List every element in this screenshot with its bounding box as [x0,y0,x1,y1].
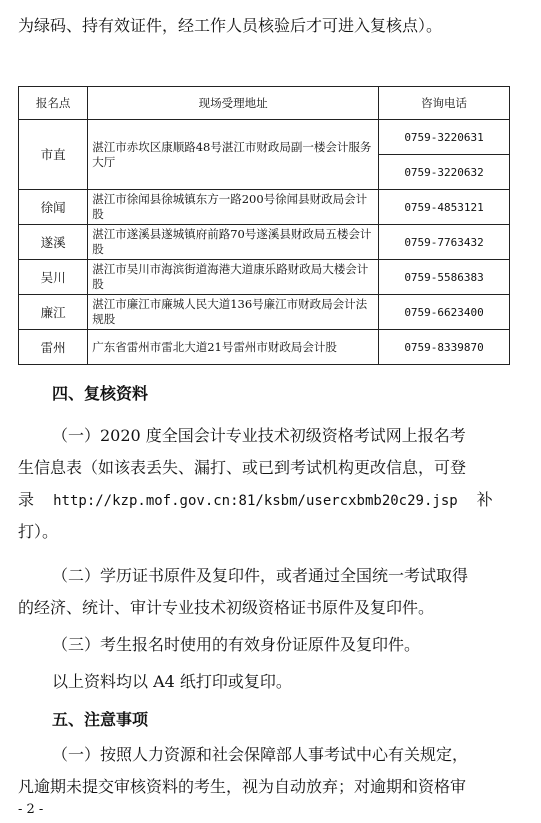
section4-p1-line3 [18,490,493,511]
section5-p1-line1: （一）按照人力资源和社会保障部人事考试中心有关规定， [52,745,469,764]
table-row [19,120,510,155]
section4-p1-line2: 生信息表（如该表丢失、漏打、或已到考试机构更改信息，可登 [18,458,467,477]
cell-address: 湛江市廉江市廉城人民大道136号廉江市财政局会计法规股 [88,295,379,330]
cell-phone: 0759-3220631 [379,120,510,155]
section4-p3: （三）考生报名时使用的有效身份证原件及复印件。 [52,635,421,654]
section4-p4: 以上资料均以 A4 纸打印或复印。 [52,672,292,691]
cell-place: 徐闻 [19,190,88,225]
cell-place: 市直 [19,120,88,190]
section4-p1-prefix: 录 [18,490,35,509]
cell-phone: 0759-8339870 [379,330,510,365]
cell-place: 雷州 [19,330,88,365]
table-row [19,295,510,330]
header-place: 报名点 [19,87,88,120]
cell-address: 湛江市徐闻县徐城镇东方一路200号徐闻县财政局会计股 [88,190,379,225]
section4-p1-suffix: 补 [476,490,493,509]
cell-address: 湛江市吴川市海滨街道海港大道康乐路财政局大楼会计股 [88,260,379,295]
top-text-line: 为绿码、持有效证件，经工作人员核验后才可进入复核点）。 [18,16,443,35]
cell-place: 吴川 [19,260,88,295]
section4-p2-line1: （二）学历证书原件及复印件，或者通过全国统一考试取得 [52,566,469,585]
header-address: 现场受理地址 [88,87,379,120]
cell-address: 湛江市赤坎区康顺路48号湛江市财政局副一楼会计服务大厅 [88,120,379,190]
page-number: - 2 - [18,802,44,817]
cell-place: 遂溪 [19,225,88,260]
section4-p1-line4: 打）。 [18,522,59,541]
cell-phone: 0759-5586383 [379,260,510,295]
cell-address: 湛江市遂溪县遂城镇府前路70号遂溪县财政局五楼会计股 [88,225,379,260]
section5-heading: 五、注意事项 [52,710,149,729]
table-header-row [19,87,510,120]
section4-heading: 四、复核资料 [52,384,149,403]
header-phone: 咨询电话 [379,87,510,120]
table-row [19,190,510,225]
registration-url-link[interactable]: http://kzp.mof.gov.cn:81/ksbm/usercxbmb20c29.jsp [53,493,458,509]
section5-p1-line2: 凡逾期未提交审核资料的考生，视为自动放弃；对逾期和资格审 [18,777,467,796]
cell-phone: 0759-7763432 [379,225,510,260]
table-row [19,225,510,260]
table-row [19,330,510,365]
cell-phone: 0759-6623400 [379,295,510,330]
section4-p2-line2: 的经济、统计、审计专业技术初级资格证书原件及复印件。 [18,598,435,617]
table-row [19,260,510,295]
cell-address: 广东省雷州市雷北大道21号雷州市财政局会计股 [88,330,379,365]
cell-place: 廉江 [19,295,88,330]
cell-phone: 0759-3220632 [379,155,510,190]
cell-phone: 0759-4853121 [379,190,510,225]
section4-p1-line1: （一）2020 度全国会计专业技术初级资格考试网上报名考 [52,426,466,445]
address-table [18,86,510,365]
